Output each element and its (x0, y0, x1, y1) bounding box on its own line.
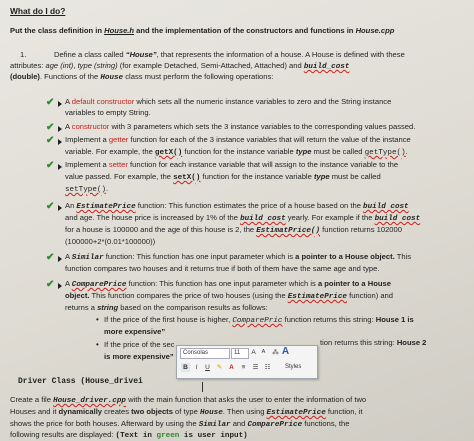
font-color-icon[interactable]: A (229, 364, 234, 371)
arrow-bullet-icon (58, 101, 62, 107)
bullet-setter-cont: value passed. For example, the setX() function for the instance variable type must be called (65, 172, 381, 182)
font-name-dropdown[interactable]: Consolas (180, 348, 230, 359)
bullet-compare-price-cont2: returns a string based on the comparison results as follows: (65, 303, 268, 312)
check-icon (46, 203, 54, 211)
bullet-getter: Implement a getter function for each of the 3 instance variables that will return the value of the instance (65, 135, 411, 144)
bullet-getter-cont: variable. For example, the getX() function for the instance variable type must be called getType(). (65, 147, 408, 157)
arrow-bullet-icon (58, 205, 62, 211)
bullet-estimate-price: An EstimatePrice function: This function estimates the price of a house based on the build cost (65, 201, 409, 211)
arrow-bullet-icon (58, 256, 62, 262)
bullets-icon[interactable]: ☰ (252, 364, 259, 371)
check-icon (46, 137, 54, 145)
text-cursor (202, 382, 205, 392)
styles-label[interactable]: Styles (285, 364, 302, 370)
sub-bullet-icon: • (96, 340, 99, 349)
check-icon (46, 99, 54, 107)
bold-button[interactable]: B (181, 363, 190, 372)
bullet-estimate-price-cont2: for a house is 100000 and the age of this house is 2, the EstimatPrice() function returns 102000 (65, 225, 402, 235)
bullet-estimate-price-example: (100000+2*(0.01*100000)) (65, 237, 156, 246)
highlight-icon[interactable]: ✎ (216, 364, 223, 371)
arrow-bullet-icon (58, 126, 62, 132)
numbering-icon[interactable]: ☷ (264, 364, 271, 371)
sub-bullet-house2-cont: is more expensive” (104, 352, 174, 361)
bullet-estimate-price-cont: and age. The house price is increased by 1% of the build cost yearly. For example if the build cost (65, 213, 421, 223)
bullet-compare-price: A ComparePrice function: This function has one input parameter which is a pointer to a House (65, 279, 391, 289)
center-align-icon[interactable]: ≡ (241, 364, 246, 371)
grow-font-button[interactable]: A (251, 349, 256, 356)
bullet-setter-cont2: setType(). (65, 184, 109, 194)
sub-bullet-house2-tail: tion returns this string: House 2 (320, 338, 427, 347)
arrow-bullet-icon (58, 164, 62, 170)
driver-para-line4: following results are displayed: (Text in green is user input) (10, 430, 248, 440)
italic-button[interactable]: I (195, 364, 198, 371)
check-icon (46, 162, 54, 170)
intro-line: Put the class definition in House.h and the implementation of the constructors and functions in House.cpp (10, 26, 395, 35)
header-file-link: House.h (104, 26, 135, 35)
bullet-param-constructor: A constructor with 3 parameters which sets the 3 instance variables to the corresponding values passed. (65, 122, 416, 131)
sub-bullet-house1: If the price of the first house is higher, ComparePric function returns this string: House 1 is (104, 315, 414, 325)
sub-bullet-house1-cont: more expensive” (104, 327, 166, 336)
driver-para-line3: shows the price for both houses. Afterward by using the Similar and ComparePrice functions, the (10, 419, 350, 429)
font-size-dropdown[interactable]: 11 (231, 348, 249, 359)
check-icon (46, 281, 54, 289)
item1-line3: (double). Functions of the House class must perform the following operations: (10, 72, 274, 82)
driver-heading: Driver Class (House_drivei (18, 377, 143, 386)
arrow-bullet-icon (58, 283, 62, 289)
bullet-default-constructor-cont: variables to empty String. (65, 108, 151, 117)
driver-para-line2: Houses and it dynamically creates two objects of type House. Then using EstimatePrice function, it (10, 407, 363, 417)
format-painter-icon[interactable]: ⁂ (272, 349, 279, 356)
sub-bullet-house2: If the price of the sec (104, 340, 175, 349)
item1-line1: Define a class called “House”, that represents the information of a house. A House is defined with these (54, 50, 405, 59)
underline-button[interactable]: U (205, 364, 210, 371)
arrow-bullet-icon (58, 139, 62, 145)
driver-para-line1: Create a file House_driver.cpp with the main function that asks the user to enter the information of two (10, 395, 367, 405)
item1-line2: attributes: age (int), type (string) (for example Detached, Semi-Attached, Attached) and build_cost (10, 61, 350, 71)
mini-format-toolbar[interactable] (176, 345, 318, 379)
check-icon (46, 124, 54, 132)
sub-bullet-icon: • (96, 315, 99, 324)
cpp-file-name: House.cpp (355, 26, 395, 35)
shrink-font-button[interactable]: A (261, 349, 266, 355)
page-heading: What do I do? (10, 6, 66, 16)
bullet-similar-cont: function compares two houses and it returns true if both of them have the same age and type. (65, 264, 380, 273)
bullet-default-constructor: A default constructor which sets all the numeric instance variables to zero and the String instance (65, 97, 392, 106)
bullet-setter: Implement a setter function for each instance variable that will assign to the instance variable to the (65, 160, 399, 169)
check-icon (46, 254, 54, 262)
item-number: 1. (20, 50, 27, 59)
styles-icon[interactable]: A (281, 346, 290, 357)
bullet-similar: A Similar function: This function has one input parameter which is a pointer to a House object. This (65, 252, 412, 262)
bullet-compare-price-cont: object. This function compares the price of two houses (using the EstimatePrice function) and (65, 291, 393, 301)
